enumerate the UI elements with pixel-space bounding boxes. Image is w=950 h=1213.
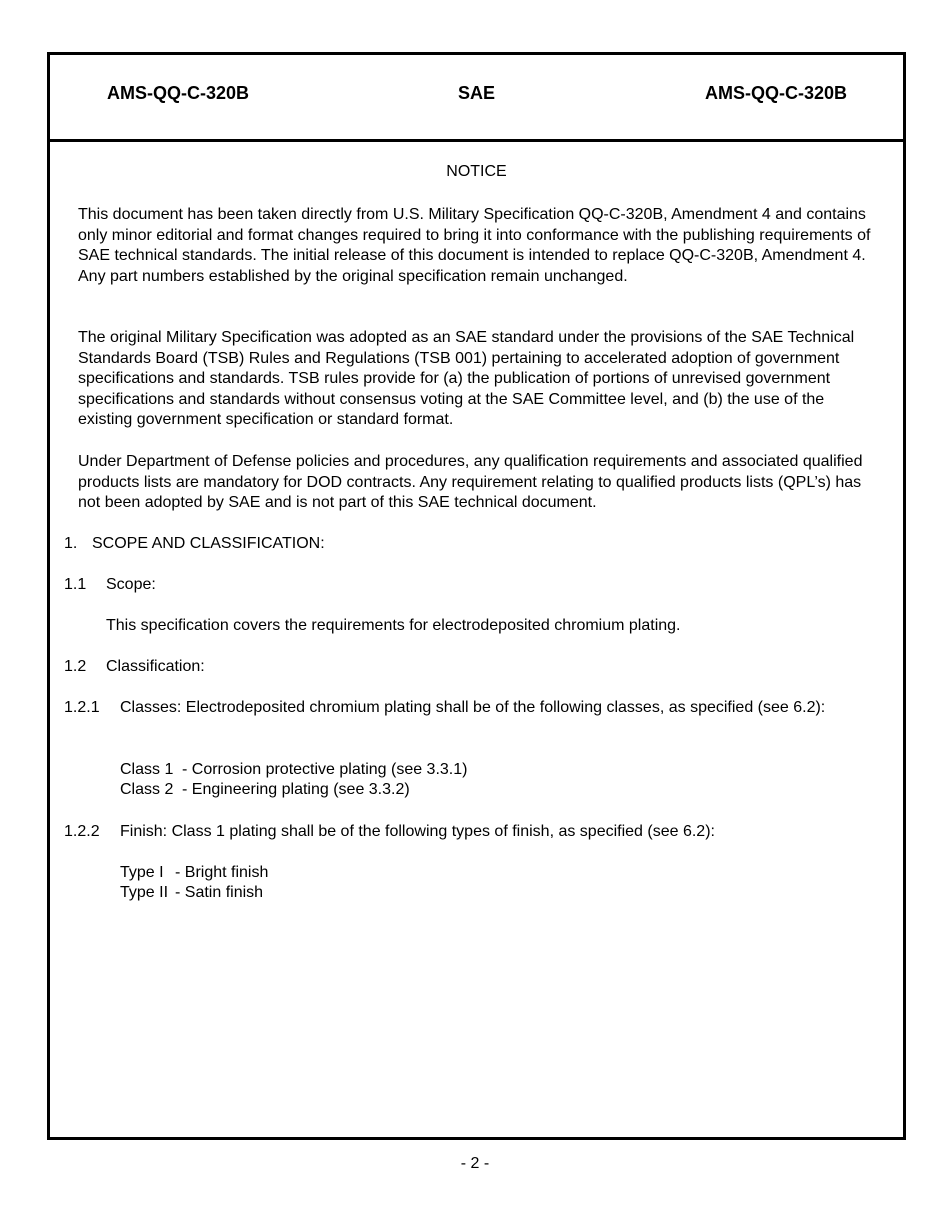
class-label: Class 2 [120,781,174,798]
page-number: - 2 - [460,1155,490,1172]
page-frame [47,52,906,1140]
section-heading: Scope: [106,576,156,593]
header-document-id-left: AMS-QQ-C-320B [107,83,250,103]
section-body: Classes: Electrodeposited chromium plating shall be of the following classes, as specified (see 6.2): [120,699,826,716]
header-document-id-right: AMS-QQ-C-320B [704,83,847,103]
type-description: - Satin finish [175,884,264,901]
notice-paragraph: This document has been taken directly from U.S. Military Specification QQ-C-320B, Amendment 4 and contains only minor editorial and format changes required to bring it into conformance with the publishing requirements of SAE technical standards. The initial release of this document is intended to replace QQ-C-320B, Amendment 4. Any part numbers established by the original specification remain unchanged. [78,206,871,285]
section-number: 1.2.1 [64,699,100,716]
section-body: This specification covers the requirements for electrodeposited chromium plating. [106,617,681,634]
notice-paragraph: The original Military Specification was adopted as an SAE standard under the provisions of the SAE Technical Standards Board (TSB) Rules and Regulations (TSB 001) pertaining to accelerated adoption of government specifications and standards. TSB rules provide for (a) the publication of portions of unrevised government specifications and standards without consensus voting at the SAE Committee level, and (b) the use of the existing government specification or standard format. [78,329,855,429]
class-description: - Corrosion protective plating (see 3.3.1) [182,761,468,778]
section-number: 1.2 [64,658,87,675]
list-item [120,863,268,884]
list-item [120,780,410,801]
type-description: - Bright finish [175,864,269,881]
type-label: Type II [120,884,169,901]
notice-title: NOTICE [446,163,507,180]
type-label: Type I [120,864,164,881]
header-organization: SAE [457,83,495,103]
notice-paragraph: Under Department of Defense policies and procedures, any qualification requirements and associated qualified products lists are mandatory for DOD contracts. Any requirement relating to qualified products lists (QPL’s) has not been adopted by SAE and is not part of this SAE technical document. [78,453,863,512]
section-number: 1.2.2 [64,823,100,840]
class-description: - Engineering plating (see 3.3.2) [182,781,410,798]
list-item [120,883,263,904]
section-body: Finish: Class 1 plating shall be of the following types of finish, as specified (see 6.2): [120,823,715,840]
section-heading: SCOPE AND CLASSIFICATION: [92,535,325,552]
section-number: 1.1 [64,576,87,593]
list-item [120,760,467,781]
section-heading: Classification: [106,658,205,675]
class-label: Class 1 [120,761,174,778]
section-number: 1. [64,535,78,552]
document-header [50,55,903,142]
